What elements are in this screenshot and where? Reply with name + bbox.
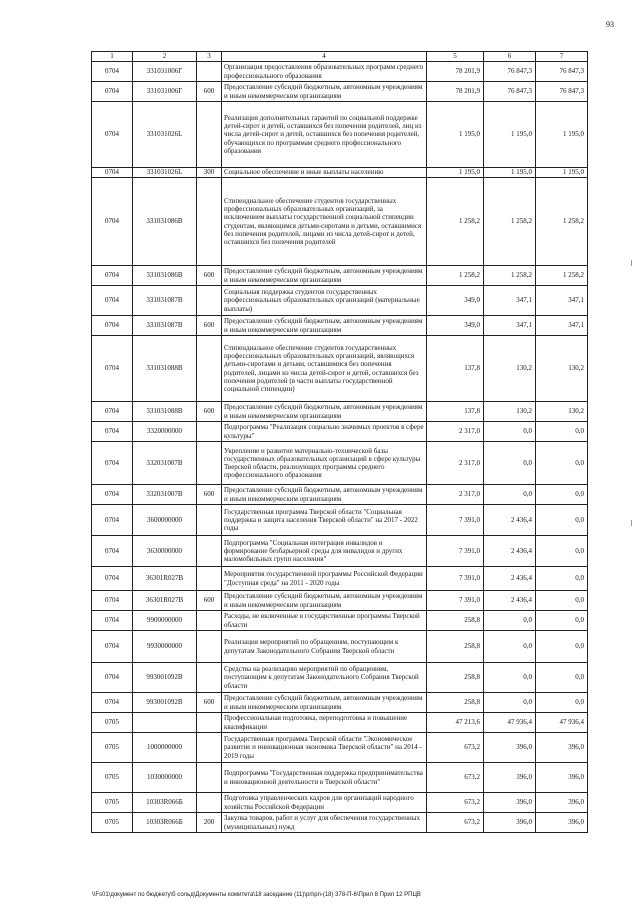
description-cell: Расходы, не включенные в государственные программы Тверской области	[222, 611, 427, 631]
expense-type-cell	[197, 733, 222, 763]
amount-cell-col6: 396,0	[484, 793, 536, 813]
description-cell: Реализация дополнительных гарантий по социальной поддержке детей-сирот и детей, оставшихся без попечения родителей, лиц из числа детей-сирот и детей, оставшихся без попечения родителей, обучающихся по программам среднего профессионального образования	[222, 102, 427, 168]
target-article-cell: 36301R027В	[133, 591, 197, 611]
section-code-cell: 0704	[92, 485, 133, 505]
section-code-cell: 0704	[92, 422, 133, 442]
description-cell: Закупка товаров, работ и услуг для обеспечения государственных (муниципальных) нужд	[222, 813, 427, 833]
amount-cell-col7: 130,2	[536, 402, 588, 422]
amount-cell-col5: 78 201,9	[427, 82, 484, 102]
table-row	[92, 591, 588, 611]
amount-cell-col6: 47 936,4	[484, 713, 536, 733]
table-row	[92, 611, 588, 631]
amount-cell-col7: 1 195,0	[536, 168, 588, 178]
expense-type-cell	[197, 713, 222, 733]
amount-cell-col7: 347,1	[536, 286, 588, 316]
expense-type-cell	[197, 567, 222, 591]
expense-type-cell	[197, 793, 222, 813]
section-code-cell: 0704	[92, 82, 133, 102]
description-cell: Реализация мероприятий по обращениям, поступающим к депутатам Законодательного Собрания Тверской области	[222, 631, 427, 663]
amount-cell-col6: 2 436,4	[484, 567, 536, 591]
section-code-cell: 0704	[92, 316, 133, 336]
table-row	[92, 567, 588, 591]
expense-type-cell: 600	[197, 402, 222, 422]
amount-cell-col6: 1 258,2	[484, 266, 536, 286]
table-row	[92, 505, 588, 536]
amount-cell-col5: 2 317,0	[427, 442, 484, 485]
expense-type-cell	[197, 763, 222, 793]
amount-cell-col7: 0,0	[536, 631, 588, 663]
section-code-cell: 0704	[92, 536, 133, 567]
table-row	[92, 62, 588, 82]
target-article-cell: 331031086В	[133, 266, 197, 286]
amount-cell-col5: 258,8	[427, 611, 484, 631]
description-cell: Государственная программа Тверской области "Экономическое развитие и инновационная экономика Тверской области" на 2014 - 2019 годы	[222, 733, 427, 763]
header-cell: 3	[197, 52, 222, 62]
table-row	[92, 316, 588, 336]
target-article-cell: 331031026L	[133, 102, 197, 168]
amount-cell-col6: 0,0	[484, 442, 536, 485]
section-code-cell: 0704	[92, 168, 133, 178]
expense-type-cell	[197, 663, 222, 693]
target-article-cell: 332031007В	[133, 442, 197, 485]
section-code-cell: 0705	[92, 763, 133, 793]
expense-type-cell	[197, 336, 222, 402]
expense-type-cell	[197, 62, 222, 82]
amount-cell-col5: 258,8	[427, 631, 484, 663]
amount-cell-col7: 396,0	[536, 763, 588, 793]
amount-cell-col7: 396,0	[536, 733, 588, 763]
target-article-cell	[133, 713, 197, 733]
table-row	[92, 266, 588, 286]
target-article-cell: 10303R066Б	[133, 793, 197, 813]
amount-cell-col7: 0,0	[536, 591, 588, 611]
page-number: 93	[606, 20, 614, 29]
target-article-cell: 3320000000	[133, 422, 197, 442]
amount-cell-col5: 673,2	[427, 813, 484, 833]
expense-type-cell: 200	[197, 813, 222, 833]
amount-cell-col7: 0,0	[536, 693, 588, 713]
amount-cell-col5: 1 258,2	[427, 266, 484, 286]
amount-cell-col7: 76 847,3	[536, 62, 588, 82]
expense-type-cell: 600	[197, 591, 222, 611]
expense-type-cell	[197, 611, 222, 631]
amount-cell-col6: 0,0	[484, 485, 536, 505]
amount-cell-col6: 130,2	[484, 402, 536, 422]
target-article-cell: 1000000000	[133, 733, 197, 763]
section-code-cell: 0704	[92, 567, 133, 591]
amount-cell-col6: 0,0	[484, 611, 536, 631]
description-cell: Социальное обеспечение и иные выплаты населению	[222, 168, 427, 178]
amount-cell-col6: 1 258,2	[484, 178, 536, 266]
expense-type-cell: 300	[197, 168, 222, 178]
header-cell: 1	[92, 52, 133, 62]
section-code-cell: 0705	[92, 813, 133, 833]
expense-type-cell	[197, 505, 222, 536]
amount-cell-col7: 396,0	[536, 793, 588, 813]
description-cell: Профессиональная подготовка, переподготовка и повышение квалификации	[222, 713, 427, 733]
description-cell: Укрепление и развитие материально-технической базы государственных образовательных организаций в сфере культуры Тверской области, реализующих программы среднего профессионального образования	[222, 442, 427, 485]
expense-type-cell	[197, 286, 222, 316]
section-code-cell: 0704	[92, 693, 133, 713]
table-row	[92, 336, 588, 402]
amount-cell-col7: 0,0	[536, 611, 588, 631]
description-cell: Мероприятия государственной программы Российской Федерации "Доступная среда" на 2011 - 2020 годы	[222, 567, 427, 591]
amount-cell-col7: 1 258,2	[536, 178, 588, 266]
target-article-cell: 9930000000	[133, 631, 197, 663]
section-code-cell: 0704	[92, 266, 133, 286]
amount-cell-col5: 7 391,0	[427, 591, 484, 611]
description-cell: Стипендиальное обеспечение студентов государственных профессиональных образовательных организаций, за исключением выплаты государственной социальной стипендии студентам, являющимся детьми-сиротами и детьми, оставшимися без попечения родителей, лицами из числа детей-сирот и детей, оставшихся без попечения родителей	[222, 178, 427, 266]
amount-cell-col7: 130,2	[536, 336, 588, 402]
amount-cell-col7: 47 936,4	[536, 713, 588, 733]
section-code-cell: 0704	[92, 336, 133, 402]
description-cell: Стипендиальное обеспечение студентов государственных профессиональных образовательных организаций, являющихся детьми-сиротами и детьми, оставшимися без попечения родителей, лицами из числа детей-сирот и детей, оставшихся без попечения родителей (в части выплаты государственной социальной стипендии)	[222, 336, 427, 402]
target-article-cell: 331031087В	[133, 316, 197, 336]
description-cell: Предоставление субсидий бюджетным, автономным учреждениям и иным некоммерческим организациям	[222, 266, 427, 286]
amount-cell-col5: 1 195,0	[427, 168, 484, 178]
expense-type-cell	[197, 536, 222, 567]
section-code-cell: 0704	[92, 102, 133, 168]
file-path-footer: \\Fs01\документ по бюджету\б сольд\Документы комитета\18 заседание (11)\рп\рп-(18) 378-П-6\Прил 8 Прил 12 РПЦВ	[92, 892, 421, 898]
amount-cell-col7: 0,0	[536, 505, 588, 536]
amount-cell-col5: 7 391,0	[427, 536, 484, 567]
table-row	[92, 631, 588, 663]
amount-cell-col5: 2 317,0	[427, 485, 484, 505]
amount-cell-col5: 137,8	[427, 402, 484, 422]
header-cell: 5	[427, 52, 484, 62]
expense-type-cell: 600	[197, 316, 222, 336]
amount-cell-col5: 78 201,9	[427, 62, 484, 82]
section-code-cell: 0704	[92, 286, 133, 316]
section-code-cell: 0704	[92, 591, 133, 611]
amount-cell-col6: 0,0	[484, 422, 536, 442]
amount-cell-col5: 258,8	[427, 663, 484, 693]
description-cell: Социальная поддержка студентов государственных профессиональных образовательных организаций (материальные выплаты)	[222, 286, 427, 316]
margin-mark	[631, 520, 632, 526]
table-row	[92, 82, 588, 102]
amount-cell-col6: 396,0	[484, 733, 536, 763]
table-row	[92, 286, 588, 316]
table-row	[92, 402, 588, 422]
description-cell: Средства на реализацию мероприятий по обращениям, поступающим к депутатам Законодательного Собрания Тверской области	[222, 663, 427, 693]
section-code-cell: 0704	[92, 402, 133, 422]
section-code-cell: 0704	[92, 505, 133, 536]
expense-type-cell	[197, 442, 222, 485]
amount-cell-col5: 1 195,0	[427, 102, 484, 168]
header-cell: 4	[222, 52, 427, 62]
expense-type-cell	[197, 422, 222, 442]
section-code-cell: 0704	[92, 62, 133, 82]
description-cell: Предоставление субсидий бюджетным, автономным учреждениям и иным некоммерческим организациям	[222, 693, 427, 713]
section-code-cell: 0704	[92, 663, 133, 693]
target-article-cell: 1030000000	[133, 763, 197, 793]
expense-type-cell: 600	[197, 485, 222, 505]
amount-cell-col5: 673,2	[427, 733, 484, 763]
table-row	[92, 485, 588, 505]
table-row	[92, 663, 588, 693]
amount-cell-col6: 1 195,0	[484, 102, 536, 168]
header-cell: 7	[536, 52, 588, 62]
target-article-cell: 3630000000	[133, 536, 197, 567]
description-cell: Подпрограмма "Социальная интеграция инвалидов и формирование безбарьерной среды для инвалидов и других маломобильных групп населения"	[222, 536, 427, 567]
header-row	[92, 52, 588, 62]
description-cell: Подпрограмма "Государственная поддержка предпринимательства и инновационной деятельности в Тверской области"	[222, 763, 427, 793]
amount-cell-col6: 347,1	[484, 286, 536, 316]
budget-table	[91, 51, 588, 833]
section-code-cell: 0704	[92, 442, 133, 485]
expense-type-cell	[197, 102, 222, 168]
description-cell: Предоставление субсидий бюджетным, автономным учреждениям и иным некоммерческим организациям	[222, 591, 427, 611]
amount-cell-col7: 1 195,0	[536, 102, 588, 168]
section-code-cell: 0704	[92, 611, 133, 631]
expense-type-cell: 600	[197, 82, 222, 102]
header-cell: 2	[133, 52, 197, 62]
expense-type-cell	[197, 631, 222, 663]
target-article-cell: 3600000000	[133, 505, 197, 536]
target-article-cell: 36301R027В	[133, 567, 197, 591]
description-cell: Предоставление субсидий бюджетным, автономным учреждениям и иным некоммерческим организациям	[222, 82, 427, 102]
amount-cell-col6: 0,0	[484, 693, 536, 713]
amount-cell-col5: 137,8	[427, 336, 484, 402]
description-cell: Предоставление субсидий бюджетным, автономным учреждениям и иным некоммерческим организациям	[222, 485, 427, 505]
section-code-cell: 0704	[92, 178, 133, 266]
section-code-cell: 0705	[92, 793, 133, 813]
description-cell: Предоставление субсидий бюджетным, автономным учреждениям и иным некоммерческим организациям	[222, 316, 427, 336]
amount-cell-col7: 76 847,3	[536, 82, 588, 102]
amount-cell-col5: 1 258,2	[427, 178, 484, 266]
amount-cell-col5: 7 391,0	[427, 567, 484, 591]
description-cell: Подпрограмма "Реализация социально значимых проектов в сфере культуры"	[222, 422, 427, 442]
amount-cell-col5: 349,0	[427, 316, 484, 336]
amount-cell-col5: 673,2	[427, 763, 484, 793]
target-article-cell: 331031088В	[133, 336, 197, 402]
amount-cell-col7: 0,0	[536, 663, 588, 693]
target-article-cell: 331031086В	[133, 178, 197, 266]
expense-type-cell: 600	[197, 693, 222, 713]
section-code-cell: 0705	[92, 713, 133, 733]
target-article-cell: 9900000000	[133, 611, 197, 631]
table-row	[92, 102, 588, 168]
amount-cell-col7: 0,0	[536, 442, 588, 485]
table-row	[92, 442, 588, 485]
amount-cell-col7: 0,0	[536, 422, 588, 442]
amount-cell-col7: 0,0	[536, 567, 588, 591]
amount-cell-col5: 7 391,0	[427, 505, 484, 536]
amount-cell-col5: 349,0	[427, 286, 484, 316]
amount-cell-col6: 396,0	[484, 813, 536, 833]
amount-cell-col5: 2 317,0	[427, 422, 484, 442]
table-row	[92, 168, 588, 178]
table-row	[92, 733, 588, 763]
amount-cell-col6: 0,0	[484, 631, 536, 663]
table-row	[92, 536, 588, 567]
table-row	[92, 178, 588, 266]
amount-cell-col5: 258,8	[427, 693, 484, 713]
table-row	[92, 422, 588, 442]
description-cell: Предоставление субсидий бюджетным, автономным учреждениям и иным некоммерческим организациям	[222, 402, 427, 422]
amount-cell-col6: 0,0	[484, 663, 536, 693]
expense-type-cell: 600	[197, 266, 222, 286]
amount-cell-col6: 76 847,3	[484, 82, 536, 102]
table-row	[92, 693, 588, 713]
target-article-cell: 993001092В	[133, 663, 197, 693]
target-article-cell: 10303R066Б	[133, 813, 197, 833]
target-article-cell: 331031006Г	[133, 62, 197, 82]
description-cell: Государственная программа Тверской области "Социальная поддержка и защита населения Тверской области" на 2017 - 2022 годы	[222, 505, 427, 536]
target-article-cell: 331031026L	[133, 168, 197, 178]
description-cell: Организация предоставления образовательных программ среднего профессионального образования	[222, 62, 427, 82]
amount-cell-col6: 347,1	[484, 316, 536, 336]
header-cell: 6	[484, 52, 536, 62]
amount-cell-col7: 347,1	[536, 316, 588, 336]
amount-cell-col6: 2 436,4	[484, 536, 536, 567]
amount-cell-col6: 1 195,0	[484, 168, 536, 178]
amount-cell-col7: 1 258,2	[536, 266, 588, 286]
table-row	[92, 713, 588, 733]
amount-cell-col7: 0,0	[536, 536, 588, 567]
table-row	[92, 813, 588, 833]
amount-cell-col6: 76 847,3	[484, 62, 536, 82]
amount-cell-col6: 396,0	[484, 763, 536, 793]
amount-cell-col7: 396,0	[536, 813, 588, 833]
target-article-cell: 993001092В	[133, 693, 197, 713]
expense-type-cell	[197, 178, 222, 266]
amount-cell-col5: 47 213,6	[427, 713, 484, 733]
table-row	[92, 793, 588, 813]
amount-cell-col5: 673,2	[427, 793, 484, 813]
amount-cell-col6: 2 436,4	[484, 591, 536, 611]
target-article-cell: 331031006Г	[133, 82, 197, 102]
table-row	[92, 763, 588, 793]
description-cell: Подготовка управленческих кадров для организаций народного хозяйства Российской Федерации	[222, 793, 427, 813]
target-article-cell: 331031087В	[133, 286, 197, 316]
amount-cell-col7: 0,0	[536, 485, 588, 505]
target-article-cell: 331031088В	[133, 402, 197, 422]
amount-cell-col6: 2 436,4	[484, 505, 536, 536]
section-code-cell: 0704	[92, 631, 133, 663]
amount-cell-col6: 130,2	[484, 336, 536, 402]
section-code-cell: 0705	[92, 733, 133, 763]
margin-mark	[631, 260, 632, 266]
target-article-cell: 332031007В	[133, 485, 197, 505]
